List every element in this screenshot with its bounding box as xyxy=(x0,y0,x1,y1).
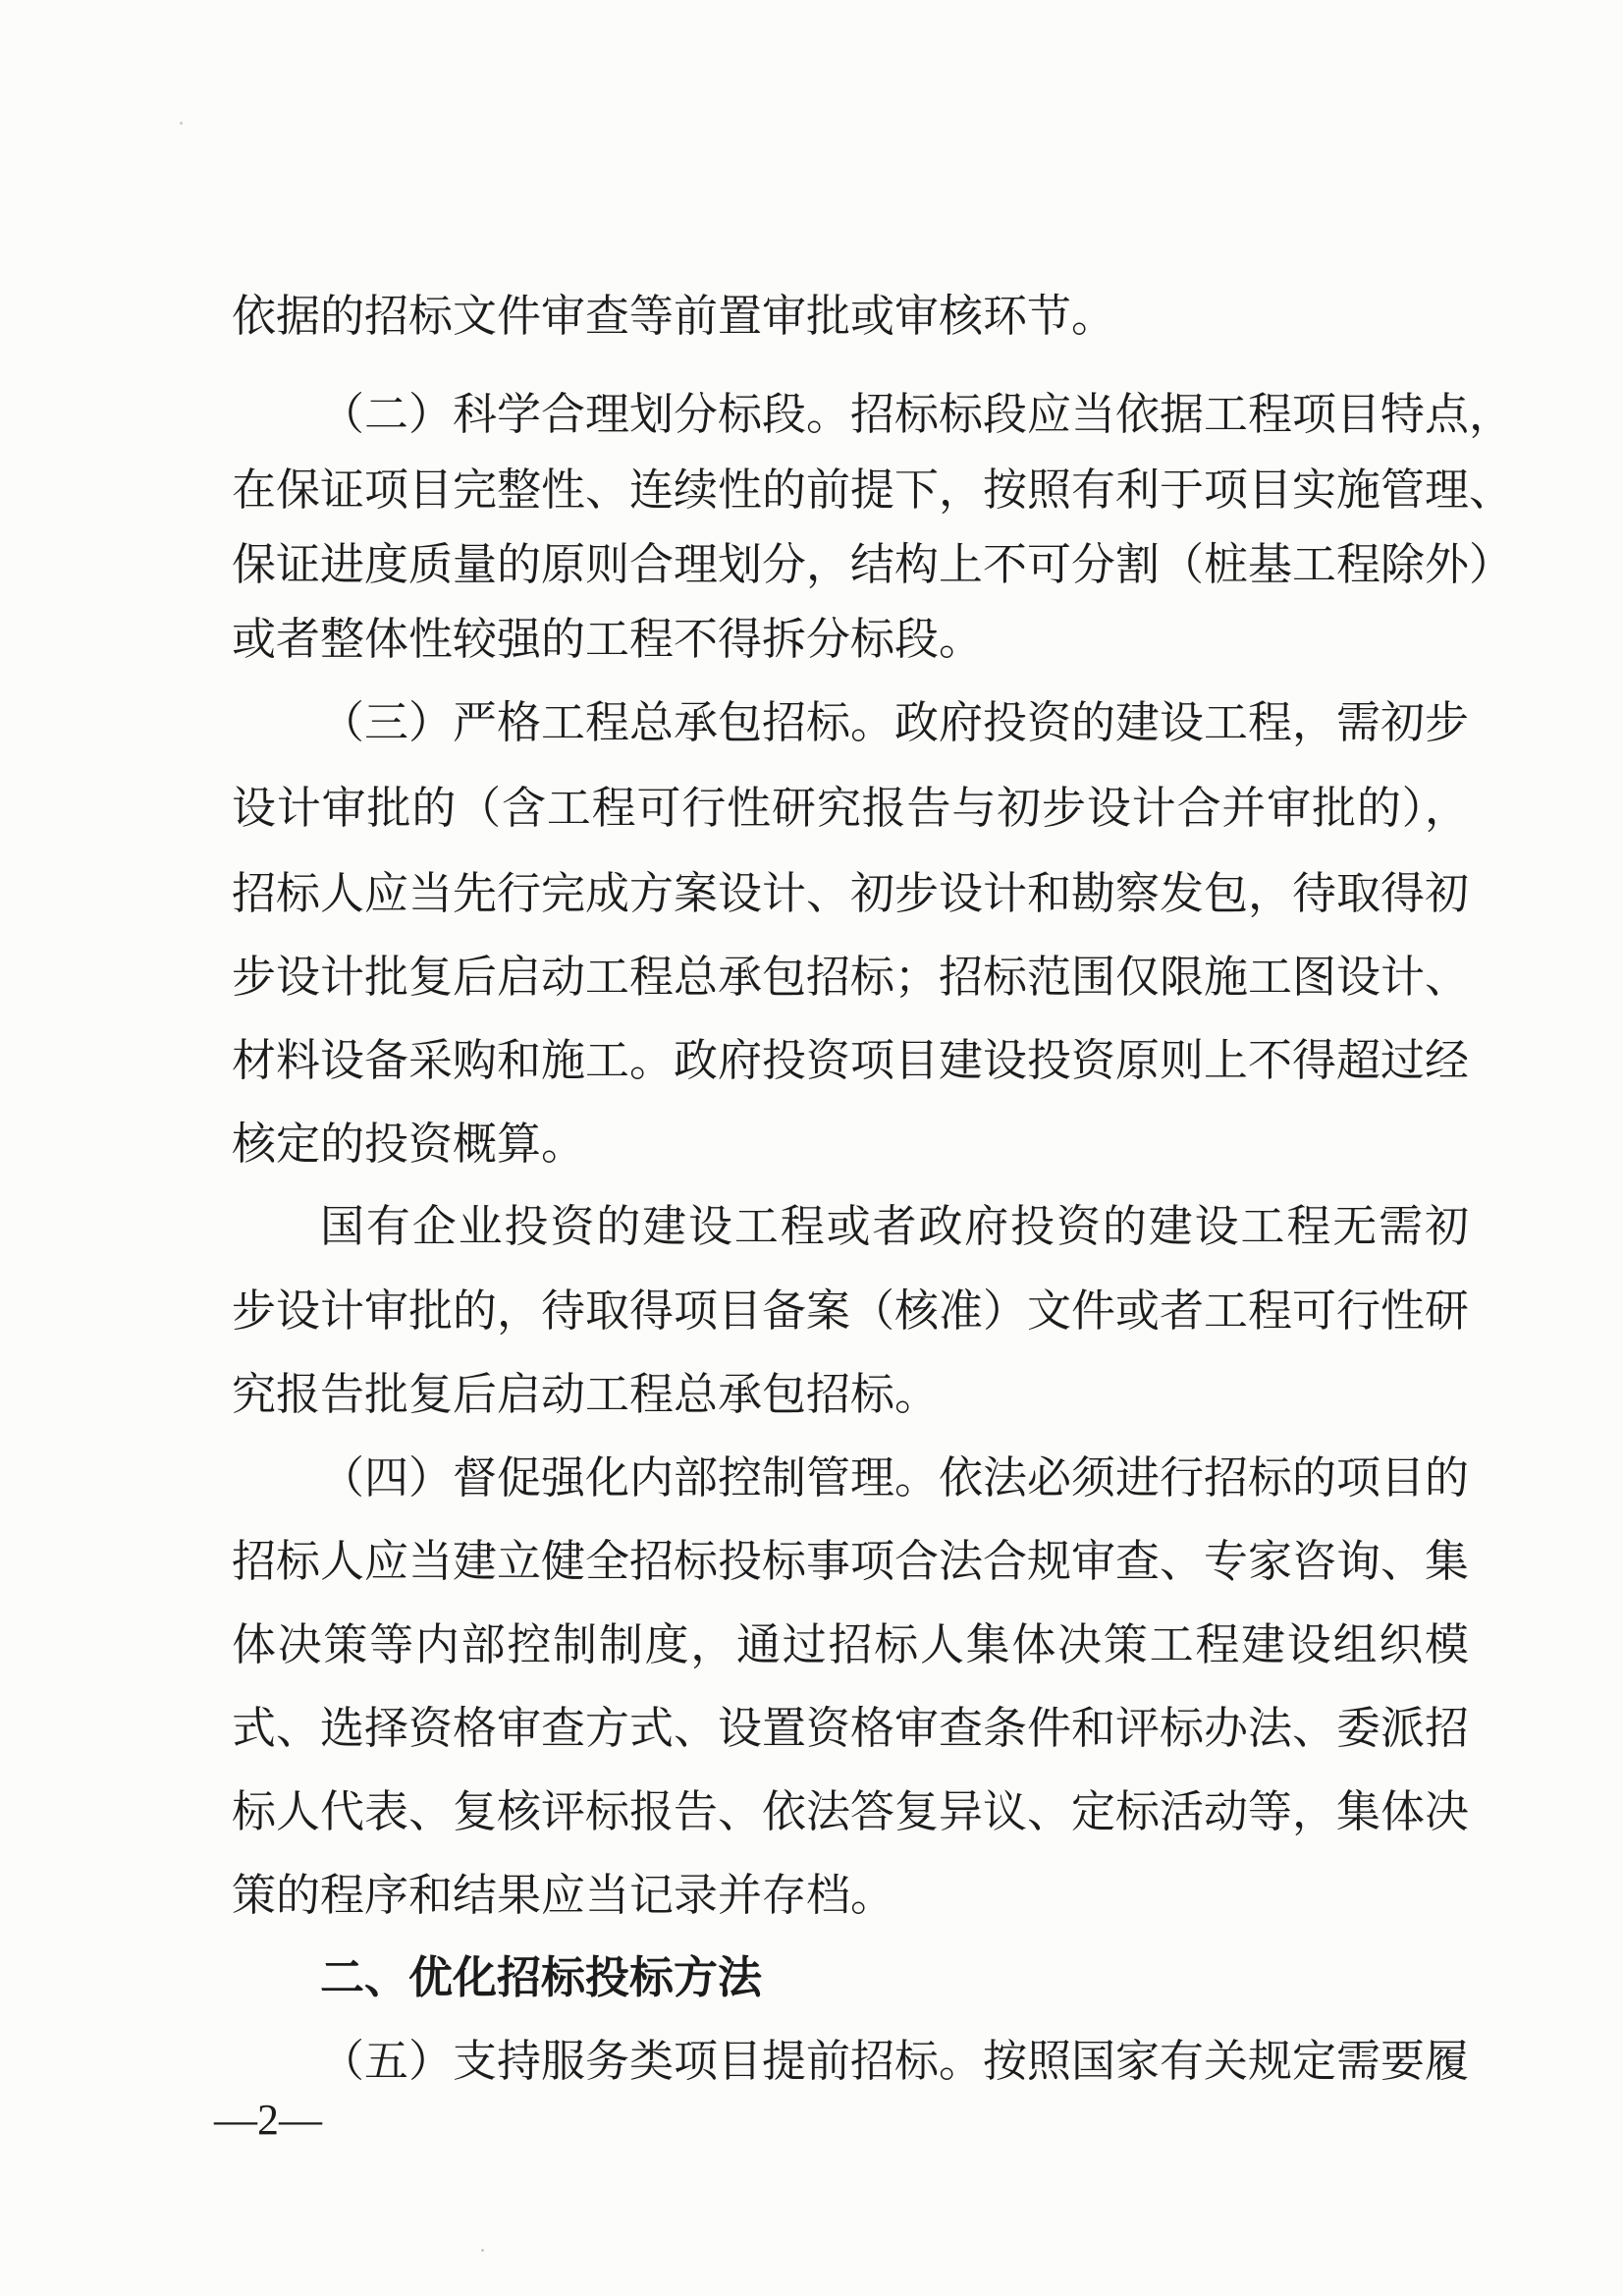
scan-speck xyxy=(180,122,183,125)
text-line: 标人代表、复核评标报告、依法答复异议、定标活动等，集体决 xyxy=(232,1785,1470,1837)
text-line: 体决策等内部控制制度，通过招标人集体决策工程建设组织模 xyxy=(232,1618,1469,1670)
text-line: 国有企业投资的建设工程或者政府投资的建设工程无需初 xyxy=(320,1200,1469,1252)
text-line: 式、选择资格审查方式、设置资格审查条件和评标办法、委派招 xyxy=(232,1702,1470,1754)
text-line: 材料设备采购和施工。政府投资项目建设投资原则上不得超过经 xyxy=(232,1034,1470,1086)
text-line: 在保证项目完整性、连续性的前提下，按照有利于项目实施管理、 xyxy=(232,464,1514,516)
text-line: 或者整体性较强的工程不得拆分标段。 xyxy=(232,613,984,665)
text-line: （四）督促强化内部控制管理。依法必须进行招标的项目的 xyxy=(320,1451,1470,1503)
section-heading: 二、优化招标投标方法 xyxy=(320,1951,763,2003)
text-line: （二）科学合理划分标段。招标标段应当依据工程项目特点， xyxy=(320,388,1514,440)
scan-speck xyxy=(481,2249,484,2252)
page-number: —2— xyxy=(214,2096,322,2144)
text-line: 核定的投资概算。 xyxy=(232,1118,586,1170)
text-line: 招标人应当建立健全招标投标事项合法合规审查、专家咨询、集 xyxy=(232,1535,1470,1587)
text-line: （三）严格工程总承包招标。政府投资的建设工程，需初步 xyxy=(320,696,1470,748)
text-line: 究报告批复后启动工程总承包招标。 xyxy=(232,1368,940,1420)
text-line: 招标人应当先行完成方案设计、初步设计和勘察发包，待取得初 xyxy=(232,867,1470,919)
text-line: 策的程序和结果应当记录并存档。 xyxy=(232,1869,895,1921)
text-line: （五）支持服务类项目提前招标。按照国家有关规定需要履 xyxy=(320,2035,1470,2087)
text-line: 设计审批的（含工程可行性研究报告与初步设计合并审批的）， xyxy=(232,782,1469,834)
text-line: 步设计审批的，待取得项目备案（核准）文件或者工程可行性研 xyxy=(232,1285,1470,1337)
text-line: 步设计批复后启动工程总承包招标；招标范围仅限施工图设计、 xyxy=(232,951,1470,1003)
text-line: 依据的招标文件审查等前置审批或审核环节。 xyxy=(232,290,1116,342)
text-line: 保证进度质量的原则合理划分，结构上不可分割（桩基工程除外） xyxy=(232,538,1514,590)
